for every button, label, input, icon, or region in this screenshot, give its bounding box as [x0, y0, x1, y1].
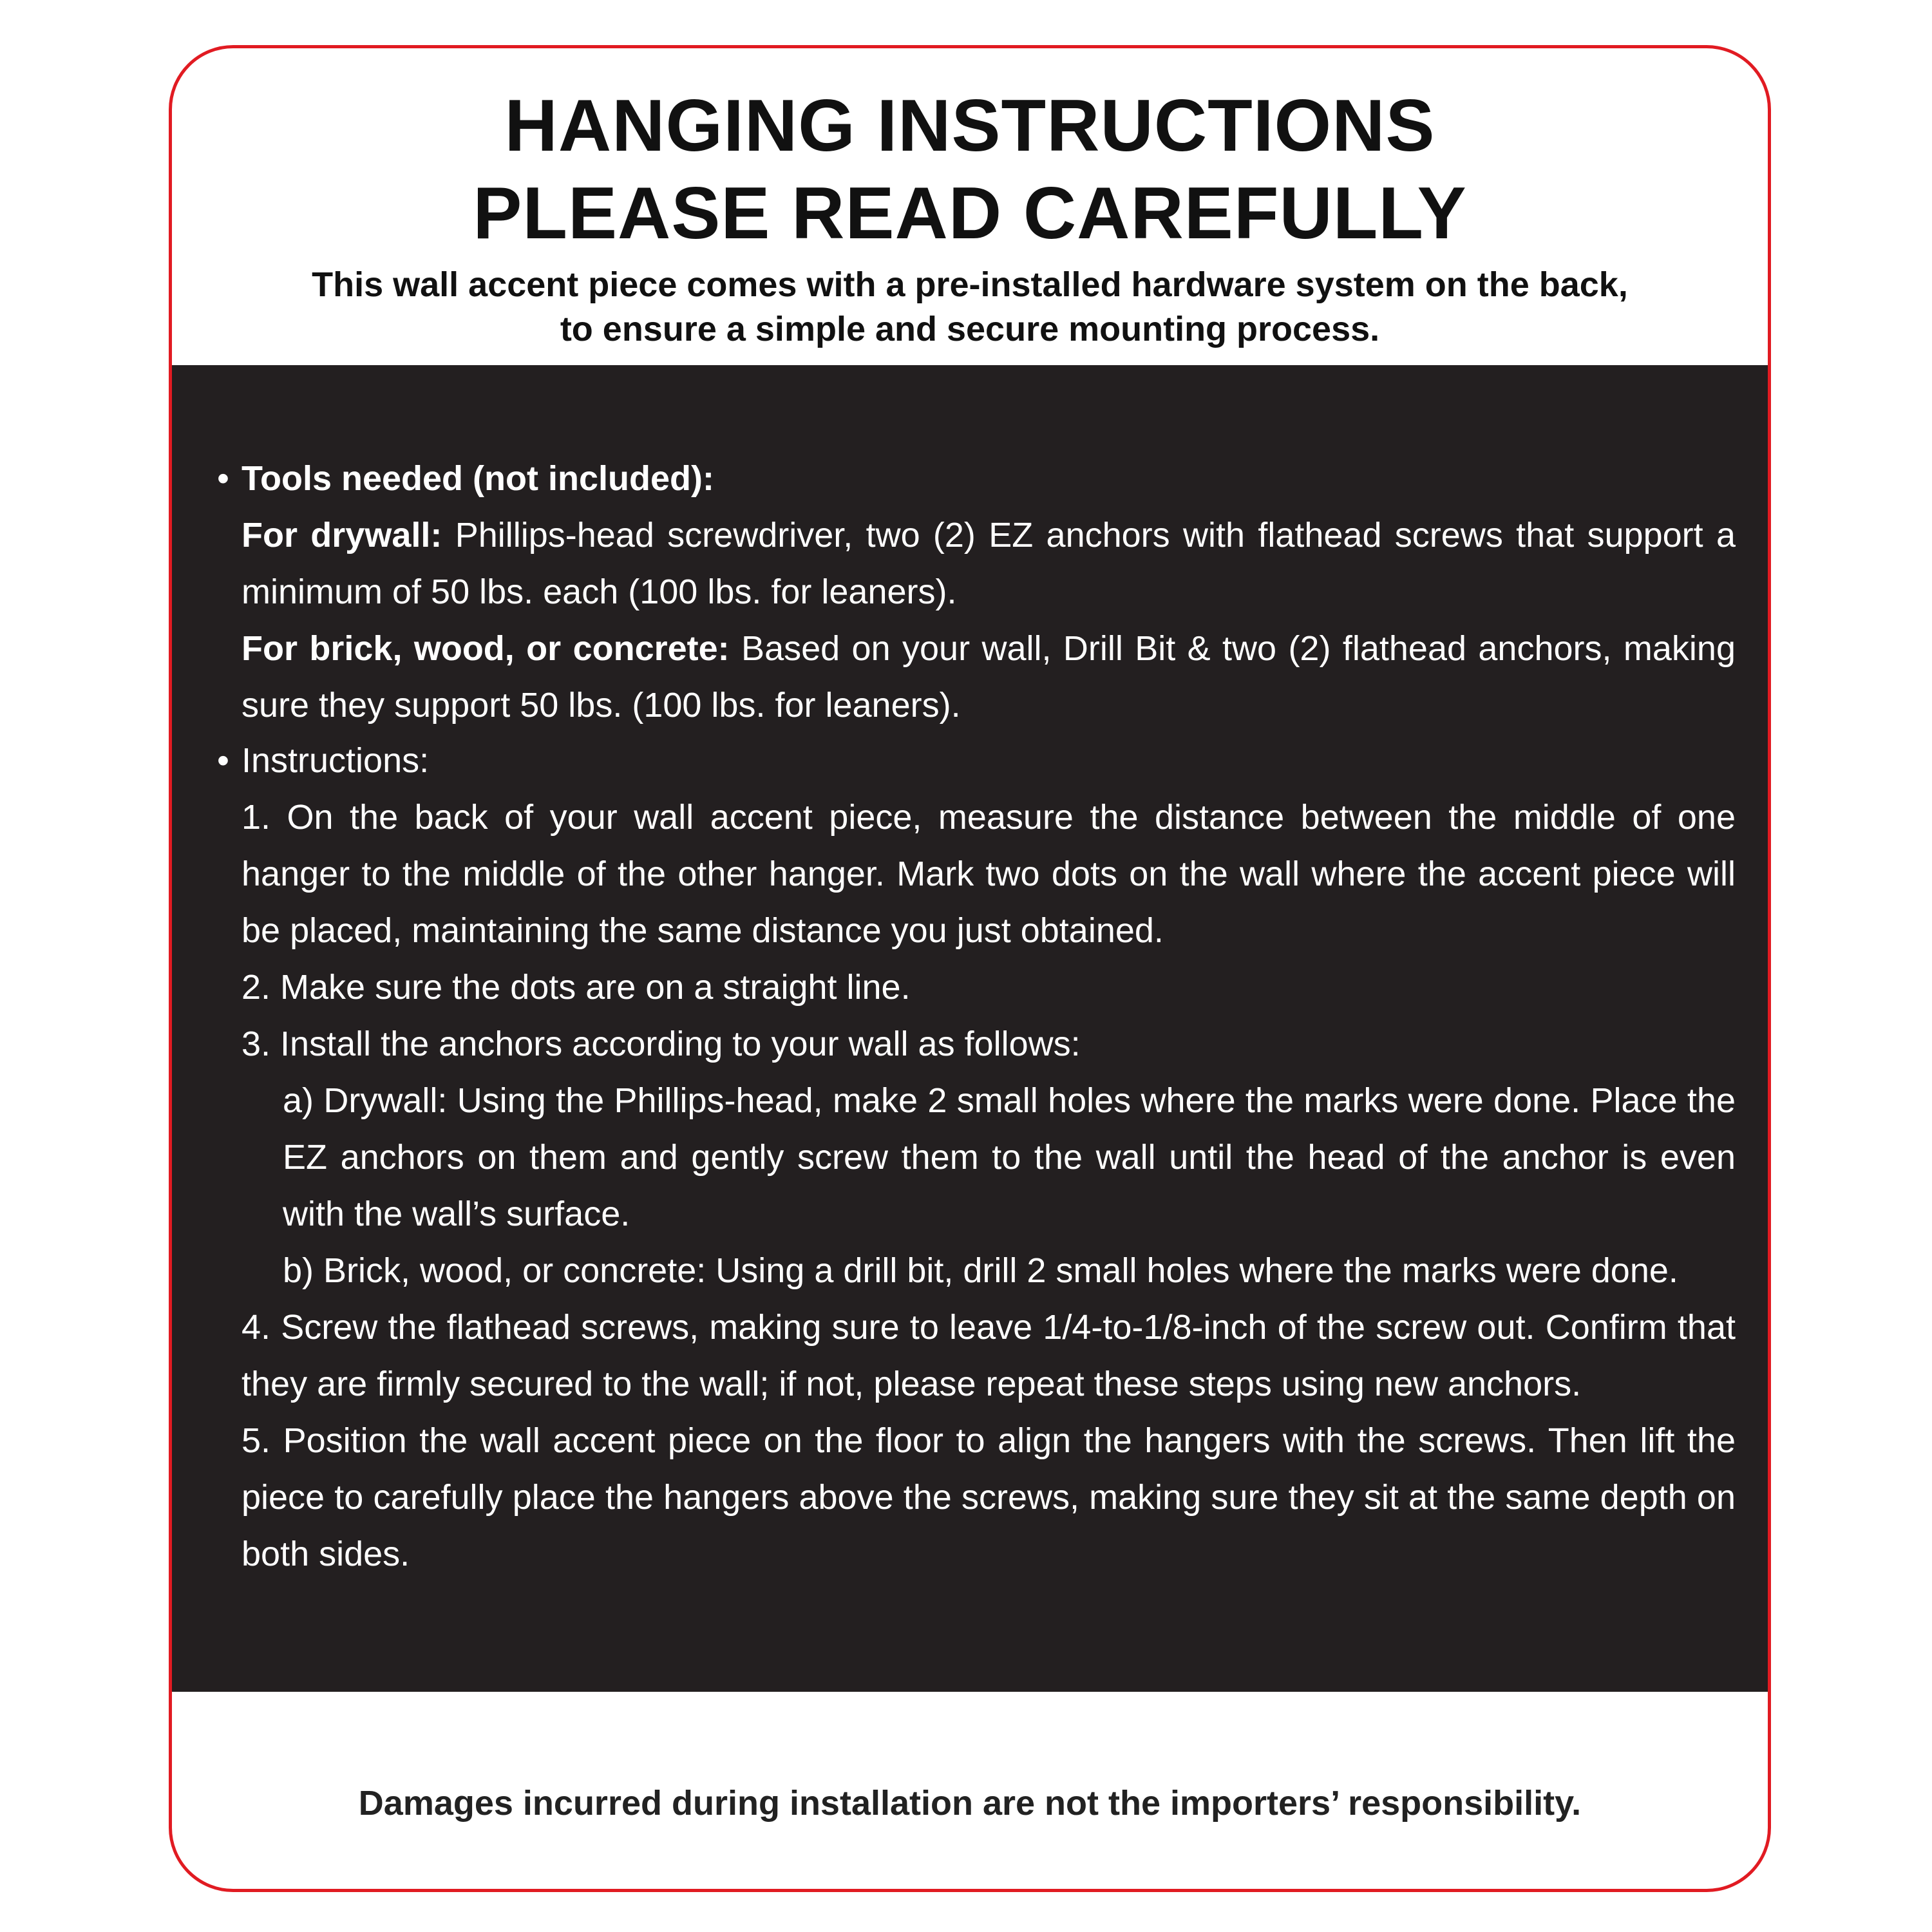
disclaimer: Damages incurred during installation are not the importers’ responsibility. [358, 1784, 1582, 1823]
subtitle-line-1: This wall accent piece comes with a pre-installed hardware system on the back, [312, 265, 1628, 304]
tools-drywall [242, 507, 1736, 620]
header [172, 48, 1768, 365]
masonry-text: Based on your wall, Drill Bit & two (2) flathead anchors, making sure they support 50 lbs. (100 lbs. for leaners). [242, 629, 1736, 724]
step-1: 1. On the back of your wall accent piece, measure the distance between the middle of one hanger to the middle of the other hanger. Mark two dots on the wall where the accent piece will be placed, maintaining the same distance you just obtained. [242, 798, 1736, 950]
tools-heading-row [217, 450, 1736, 507]
title-line-1: HANGING INSTRUCTIONS [504, 85, 1435, 167]
subtitle-line-2: to ensure a simple and secure mounting process. [560, 310, 1380, 348]
instructions-heading: Instructions: [242, 741, 430, 780]
title-line-2: PLEASE READ CAREFULLY [473, 173, 1467, 254]
instructions-panel [172, 365, 1768, 1692]
step-2: 2. Make sure the dots are on a straight line. [242, 968, 911, 1007]
step-4: 4. Screw the flathead screws, making sure to leave 1/4-to-1/8-inch of the screw out. Confirm that they are firmly secured to the wall; if not, please repeat these steps using new anchors. [242, 1308, 1736, 1403]
masonry-label: For brick, wood, or concrete: [242, 629, 730, 668]
tools-section [217, 450, 1736, 734]
step-3a: a) Drywall: Using the Phillips-head, make 2 small holes where the marks were done. Place the EZ anchors on them and gently screw them to the wall until the head of the anchor is even with the wall’s surface. [283, 1081, 1736, 1233]
bullet-icon: • [217, 741, 229, 780]
instructions-heading-row [217, 732, 1736, 789]
drywall-text: Phillips-head screwdriver, two (2) EZ anchors with flathead screws that support a minimum of 50 lbs. each (100 lbs. for leaners). [242, 516, 1736, 611]
tools-masonry [242, 620, 1736, 734]
step-3b: b) Brick, wood, or concrete: Using a drill bit, drill 2 small holes where the marks were done. [283, 1251, 1678, 1290]
instructions-section [217, 732, 1736, 1582]
step-5: 5. Position the wall accent piece on the floor to align the hangers with the screws. Then lift the piece to carefully place the hangers above the screws, making sure they sit at the same depth on both sides. [242, 1421, 1736, 1573]
bullet-icon: • [217, 459, 229, 498]
tools-heading: Tools needed (not included): [242, 459, 714, 498]
drywall-label: For drywall: [242, 516, 442, 554]
instruction-card [169, 45, 1771, 1892]
step-3: 3. Install the anchors according to your wall as follows: [242, 1025, 1081, 1063]
